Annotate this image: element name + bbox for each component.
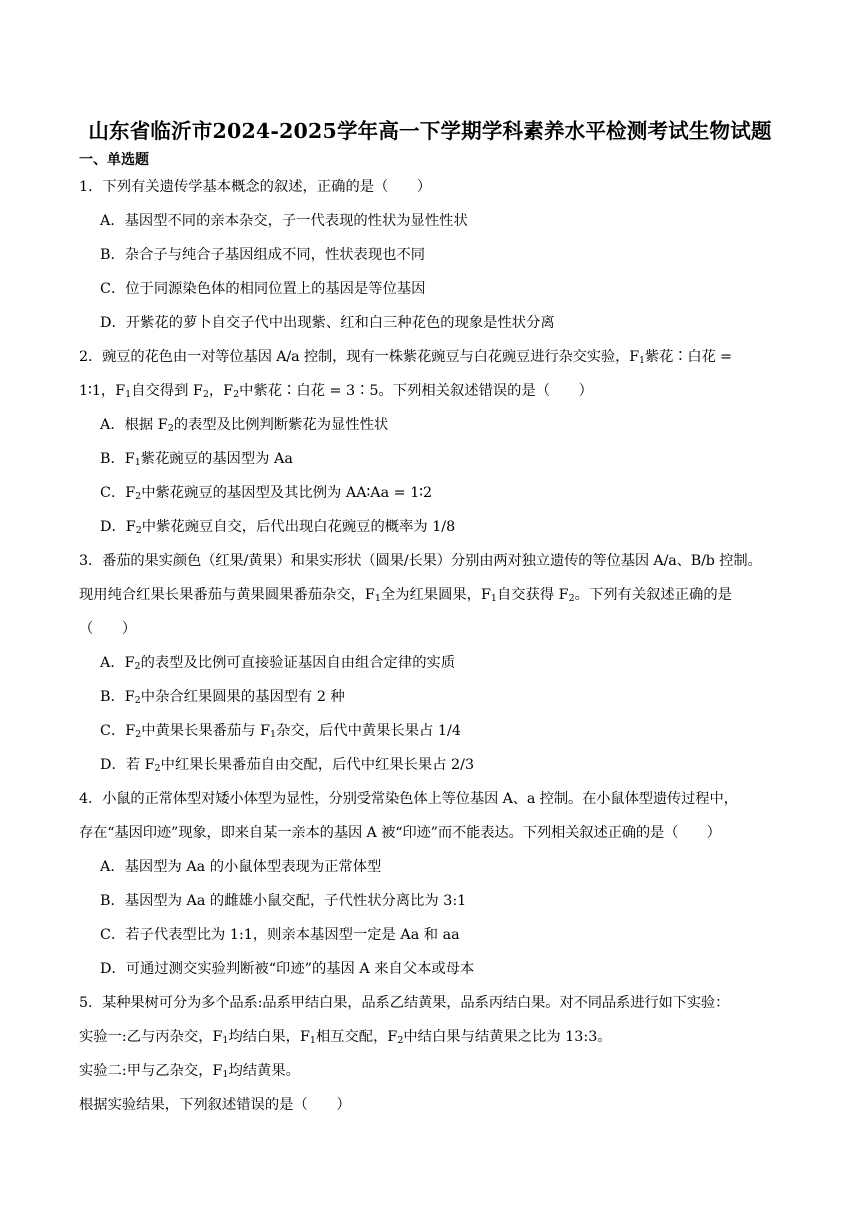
question-1-option-d: D．开紫花的萝卜自交子代中出现紫、红和白三种花色的现象是性状分离 bbox=[100, 315, 555, 331]
question-2-stem-line-2: 1∶1，$F_1$自交得到 $F_2$，$F_2$中紫花∶白花 = 3∶5。下列相关叙述错误的是（ ） bbox=[79, 383, 593, 400]
question-2-stem-line-1: 2．豌豆的花色由一对等位基因 A/a 控制，现有一株紫花豌豆与白花豌豆进行杂交实验，$F_1$紫花∶白花 = bbox=[79, 349, 732, 366]
question-2-option-d: D．$F_2$中紫花豌豆自交，后代出现白花豌豆的概率为 1/8 bbox=[100, 519, 456, 536]
question-3-stem-line-1: 3．番茄的果实颜色（红果/黄果）和果实形状（圆果/长果）分别由两对独立遗传的等位基因 A/a、B/b 控制。 bbox=[79, 553, 762, 569]
section-heading: 一、单选题 bbox=[79, 152, 149, 168]
question-1-stem: 1．下列有关遗传学基本概念的叙述，正确的是（ ） bbox=[79, 179, 432, 195]
question-4-option-b: B．基因型为 Aa 的雌雄小鼠交配，子代性状分离比为 3:1 bbox=[100, 893, 467, 909]
question-1-option-c: C．位于同源染色体的相同位置上的基因是等位基因 bbox=[100, 281, 426, 297]
question-3-stem-line-2: 现用纯合红果长果番茄与黄果圆果番茄杂交，$F_1$全为红果圆果，$F_1$自交获得 $F_2$。下列有关叙述正确的是 bbox=[79, 587, 732, 604]
question-4-option-c: C．若子代表型比为 1:1，则亲本基因型一定是 Aa 和 aa bbox=[100, 927, 460, 943]
question-4-stem-line-2: 存在“基因印迹”现象，即来自某一亲本的基因 A 被“印迹”而不能表达。下列相关叙述正确的是（ ） bbox=[79, 825, 721, 841]
question-1-option-b: B．杂合子与纯合子基因组成不同，性状表现也不同 bbox=[100, 247, 426, 263]
question-3-option-a: A．$F_2$的表型及比例可直接验证基因自由组合定律的实质 bbox=[100, 655, 456, 672]
question-4-stem-line-1: 4．小鼠的正常体型对矮小体型为显性，分别受常染色体上等位基因 A、a 控制。在小鼠体型遗传过程中， bbox=[79, 791, 738, 807]
question-3-option-d: D．若 $F_2$中红果长果番茄自由交配，后代中红果长果占 2/3 bbox=[100, 757, 475, 774]
question-4-option-a: A．基因型为 Aa 的小鼠体型表现为正常体型 bbox=[100, 859, 382, 875]
question-5-stem-line-1: 5．某种果树可分为多个品系:品系甲结白果，品系乙结黄果，品系丙结白果。对不同品系进行如下实验： bbox=[79, 995, 730, 1011]
question-5-prompt: 根据实验结果，下列叙述错误的是（ ） bbox=[79, 1097, 351, 1113]
question-2-option-b: B．$F_1$紫花豌豆的基因型为 Aa bbox=[100, 451, 293, 468]
question-3-stem-line-3: （ ） bbox=[79, 621, 137, 637]
question-1-option-a: A．基因型不同的亲本杂交，子一代表现的性状为显性性状 bbox=[100, 213, 468, 229]
question-2-option-c: C．$F_2$中紫花豌豆的基因型及其比例为 AA∶Aa = 1∶2 bbox=[100, 485, 433, 502]
question-3-option-c: C．$F_2$中黄果长果番茄与 $F_1$杂交，后代中黄果长果占 1/4 bbox=[100, 723, 461, 740]
question-3-option-b: B．$F_2$中杂合红果圆果的基因型有 2 种 bbox=[100, 689, 345, 706]
experiment-1-text: 实验一:乙与丙杂交，$F_1$均结白果，$F_1$相互交配，$F_2$中结白果与结黄果之比为 13:3。 bbox=[79, 1029, 612, 1046]
page-title: 山东省临沂市2024-2025学年高一下学期学科素养水平检测考试生物试题 bbox=[88, 119, 772, 143]
question-2-option-a: A．根据 $F_2$的表型及比例判断紫花为显性性状 bbox=[100, 417, 389, 434]
experiment-2-text: 实验二:甲与乙杂交，$F_1$均结黄果。 bbox=[79, 1063, 300, 1080]
question-4-option-d: D．可通过测交实验判断被“印迹”的基因 A 来自父本或母本 bbox=[100, 961, 475, 977]
